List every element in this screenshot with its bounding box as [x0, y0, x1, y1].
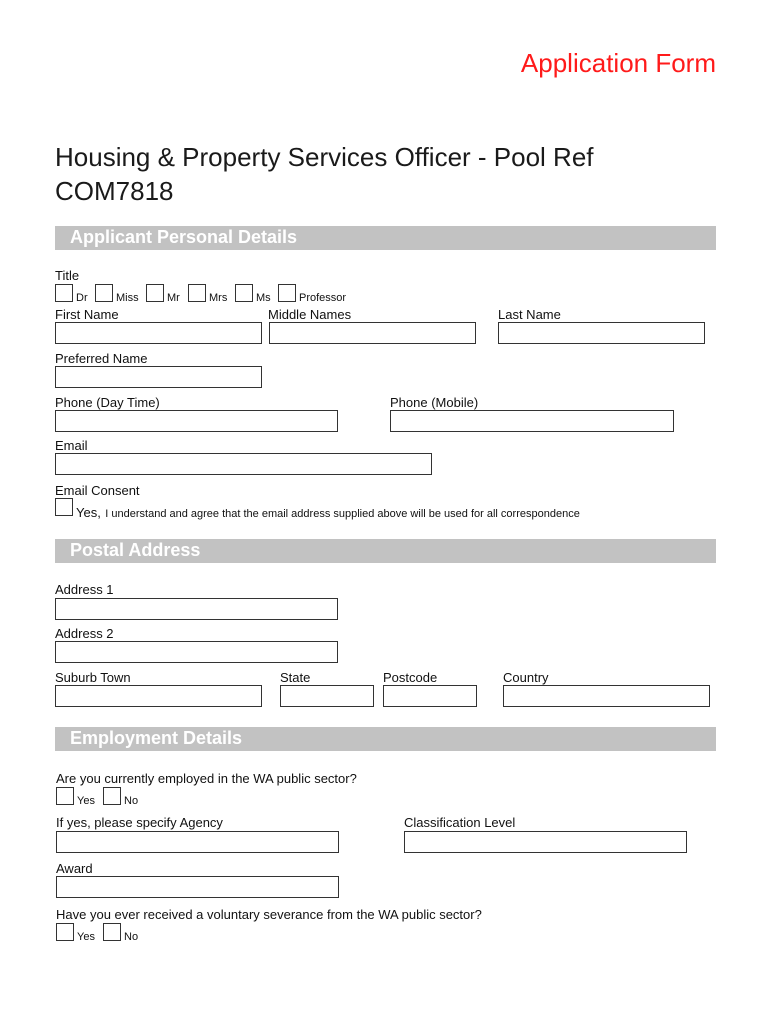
first-name-field[interactable]: [55, 322, 262, 344]
address1-label: Address 1: [55, 582, 114, 597]
agency-label: If yes, please specify Agency: [56, 815, 223, 830]
section-employment-details: [55, 727, 716, 751]
phone-day-label: Phone (Day Time): [55, 395, 160, 410]
preferred-name-field[interactable]: [55, 366, 262, 388]
address2-label: Address 2: [55, 626, 114, 641]
preferred-name-label: Preferred Name: [55, 351, 148, 366]
address2-field[interactable]: [55, 641, 338, 663]
phone-mobile-field[interactable]: [390, 410, 674, 432]
classification-label: Classification Level: [404, 815, 516, 830]
middle-names-label: Middle Names: [268, 307, 352, 322]
section-title: Applicant Personal Details: [70, 227, 298, 247]
title-professor-checkbox[interactable]: [278, 284, 296, 302]
suburb-field[interactable]: [55, 685, 262, 707]
postcode-field[interactable]: [383, 685, 477, 707]
title-mr-label: Mr: [167, 292, 180, 304]
agency-field[interactable]: [56, 831, 339, 853]
state-label: State: [280, 670, 311, 685]
job-title: Housing & Property Services Officer - Pool Ref COM7818: [55, 142, 594, 206]
country-field[interactable]: [503, 685, 710, 707]
email-consent-statement: [76, 504, 580, 522]
title-mr-checkbox[interactable]: [146, 284, 164, 302]
suburb-label: Suburb Town: [55, 670, 131, 685]
classification-field[interactable]: [404, 831, 687, 853]
employed-yes-label: Yes: [77, 795, 95, 807]
severance-no-label: No: [124, 931, 139, 943]
middle-names-field[interactable]: [269, 322, 476, 344]
first-name-label: First Name: [55, 307, 119, 322]
title-miss-checkbox[interactable]: [95, 284, 113, 302]
section-title: Postal Address: [70, 540, 201, 560]
email-field[interactable]: [55, 453, 432, 475]
email-consent-label: Email Consent: [55, 483, 140, 498]
title-ms-checkbox[interactable]: [235, 284, 253, 302]
severance-yes-checkbox[interactable]: [56, 923, 74, 941]
last-name-field[interactable]: [498, 322, 705, 344]
title-mrs-checkbox[interactable]: [188, 284, 206, 302]
consent-yes-label: Yes,: [76, 505, 101, 520]
form-heading: Application Form: [520, 48, 716, 78]
title-miss-label: Miss: [116, 292, 139, 304]
severance-no-checkbox[interactable]: [103, 923, 121, 941]
severance-yes-label: Yes: [77, 931, 95, 943]
title-dr-checkbox[interactable]: [55, 284, 73, 302]
last-name-label: Last Name: [498, 307, 561, 322]
postcode-label: Postcode: [383, 670, 438, 685]
title-label: Title: [55, 268, 80, 283]
section-postal-address: [55, 539, 716, 563]
section-personal-details: [55, 226, 716, 250]
email-label: Email: [55, 438, 88, 453]
consent-text: I understand and agree that the email address supplied above will be used for all correspondence: [105, 508, 580, 520]
employed-no-label: No: [124, 795, 139, 807]
email-consent-checkbox[interactable]: [55, 498, 73, 516]
award-field[interactable]: [56, 876, 339, 898]
award-label: Award: [56, 861, 93, 876]
section-title: Employment Details: [70, 728, 243, 748]
title-mrs-label: Mrs: [209, 292, 228, 304]
state-field[interactable]: [280, 685, 374, 707]
address1-field[interactable]: [55, 598, 338, 620]
title-professor-label: Professor: [299, 292, 347, 304]
title-ms-label: Ms: [256, 292, 271, 304]
title-dr-label: Dr: [76, 292, 88, 304]
employed-yes-checkbox[interactable]: [56, 787, 74, 805]
severance-question: Have you ever received a voluntary severance from the WA public sector?: [56, 907, 482, 922]
country-label: Country: [503, 670, 549, 685]
employed-no-checkbox[interactable]: [103, 787, 121, 805]
phone-day-field[interactable]: [55, 410, 338, 432]
public-sector-question: Are you currently employed in the WA public sector?: [56, 771, 357, 786]
phone-mobile-label: Phone (Mobile): [390, 395, 479, 410]
